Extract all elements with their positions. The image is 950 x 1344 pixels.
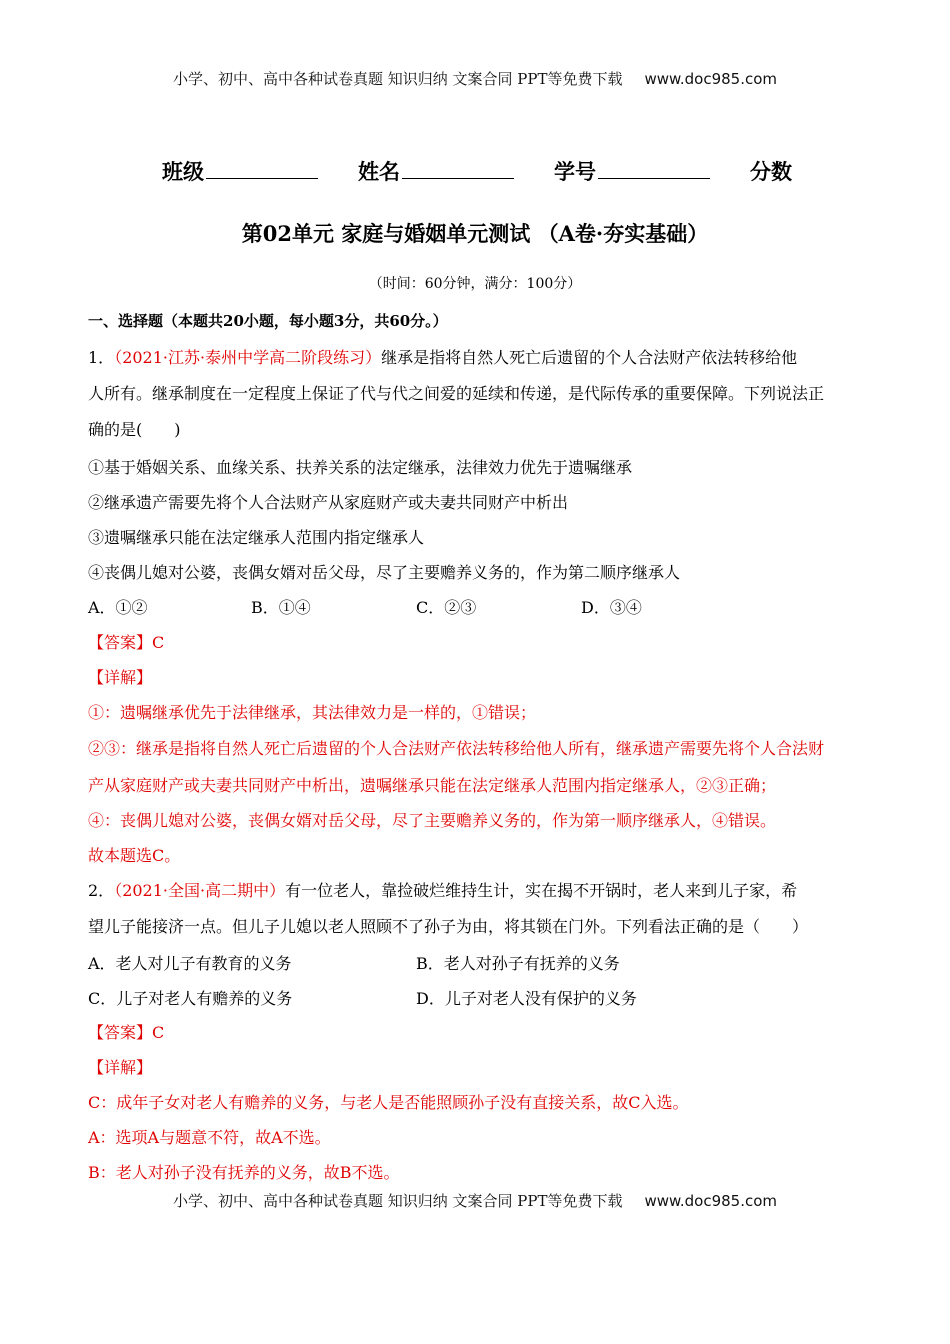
class-label: 班级 (162, 159, 204, 184)
q1-item-4: ④丧偶儿媳对公婆，丧偶女婿对岳父母，尽了主要赡养义务的，作为第二顺序继承人 (88, 563, 681, 582)
q1-text-1: 继承是指将自然人死亡后遗留的个人合法财产依法转移给他 (381, 348, 798, 367)
page-footer (0, 1190, 950, 1211)
q2-option-b: B．老人对孙子有抚养的义务 (416, 954, 620, 973)
footer-site-link[interactable]: www.doc985.com (644, 1192, 778, 1210)
q1-answer (88, 630, 164, 653)
id-blank (598, 158, 710, 179)
q2-number: 2． (88, 881, 115, 900)
q1-source: （2021·江苏·泰州中学高二阶段练习） (114, 348, 382, 367)
header-site-link[interactable]: www.doc985.com (644, 70, 778, 88)
q1-conclusion: 故本题选C。 (88, 846, 181, 865)
q2-answer-value: C (152, 1023, 165, 1042)
class-field (162, 156, 318, 186)
document-title: 第02单元 家庭与婚姻单元测试 （A卷·夯实基础） (241, 221, 709, 246)
q1-detail-3: 产从家庭财产或夫妻共同财产中析出，遗嘱继承只能在法定继承人范围内指定继承人，②③正确； (88, 776, 777, 795)
q2-text-1: 有一位老人，靠捡破烂维持生计，实在揭不开锅时，老人来到儿子家，希 (285, 881, 798, 900)
q1-text-2: 人所有。继承制度在一定程度上保证了代与代之间爱的延续和传递，是代际传承的重要保障。下列说法正 (88, 384, 825, 403)
q1-option-a: A．①② (88, 598, 148, 617)
q1-option-d: D．③④ (581, 598, 642, 617)
q1-answer-label: 【答案】 (88, 633, 153, 652)
q2-answer-label: 【答案】 (88, 1023, 153, 1042)
q1-option-c: C．②③ (416, 598, 477, 617)
document-subtitle: （时间：60分钟，满分：100分） (368, 276, 582, 292)
q1-detail-1: ①：遗嘱继承优先于法律继承，其法律效力是一样的，①错误； (88, 703, 537, 722)
q2-detail-2: A：选项A与题意不符，故A不选。 (88, 1128, 331, 1147)
q2-option-d: D．儿子对老人没有保护的义务 (416, 989, 637, 1008)
q2-text-2: 望儿子能接济一点。但儿子儿媳以老人照顾不了孙子为由，将其锁在门外。下列看法正确的是（ ） (88, 917, 809, 936)
q1-detail-2: ②③：继承是指将自然人死亡后遗留的个人合法财产依法转移给他人所有，继承遗产需要先将个人合法财 (88, 739, 825, 758)
q1-item-2: ②继承遗产需要先将个人合法财产从家庭财产或夫妻共同财产中析出 (88, 493, 569, 512)
q1-text-3: 确的是( ) (88, 420, 181, 439)
score-label: 分数 (750, 159, 792, 184)
q1-answer-value: C (152, 633, 165, 652)
id-label: 学号 (554, 159, 596, 184)
q2-line1 (88, 878, 797, 901)
name-blank (402, 158, 514, 179)
q2-detail-3: B：老人对孙子没有抚养的义务，故B不选。 (88, 1163, 400, 1182)
name-label: 姓名 (358, 159, 400, 184)
q1-detail-label: 【详解】 (88, 668, 153, 687)
q2-source: （2021·全国·高二期中） (114, 881, 286, 900)
q2-option-c: C．儿子对老人有赡养的义务 (88, 989, 293, 1008)
q2-detail-1: C：成年子女对老人有赡养的义务，与老人是否能照顾孙子没有直接关系，故C入选。 (88, 1093, 689, 1112)
header-text: 小学、初中、高中各种试卷真题 知识归纳 文案合同 PPT等免费下载 (172, 70, 623, 88)
q2-option-a: A．老人对儿子有教育的义务 (88, 954, 292, 973)
q2-detail-label: 【详解】 (88, 1058, 153, 1077)
section-heading: 一、选择题（本题共20小题，每小题3分，共60分。） (88, 312, 448, 330)
page-header (0, 68, 950, 89)
class-blank (206, 158, 318, 179)
q2-answer (88, 1020, 164, 1043)
q1-line1 (88, 345, 797, 368)
q1-item-3: ③遗嘱继承只能在法定继承人范围内指定继承人 (88, 528, 425, 547)
name-field (358, 156, 514, 186)
q1-detail-4: ④：丧偶儿媳对公婆，丧偶女婿对岳父母，尽了主要赡养义务的，作为第一顺序继承人，④错误。 (88, 811, 777, 830)
q1-number: 1． (88, 348, 115, 367)
q1-option-b: B．①④ (251, 598, 311, 617)
score-field (750, 156, 792, 186)
id-field (554, 156, 710, 186)
footer-text: 小学、初中、高中各种试卷真题 知识归纳 文案合同 PPT等免费下载 (172, 1192, 623, 1210)
q1-item-1: ①基于婚姻关系、血缘关系、扶养关系的法定继承，法律效力优先于遗嘱继承 (88, 458, 633, 477)
student-info-fields (162, 156, 802, 186)
